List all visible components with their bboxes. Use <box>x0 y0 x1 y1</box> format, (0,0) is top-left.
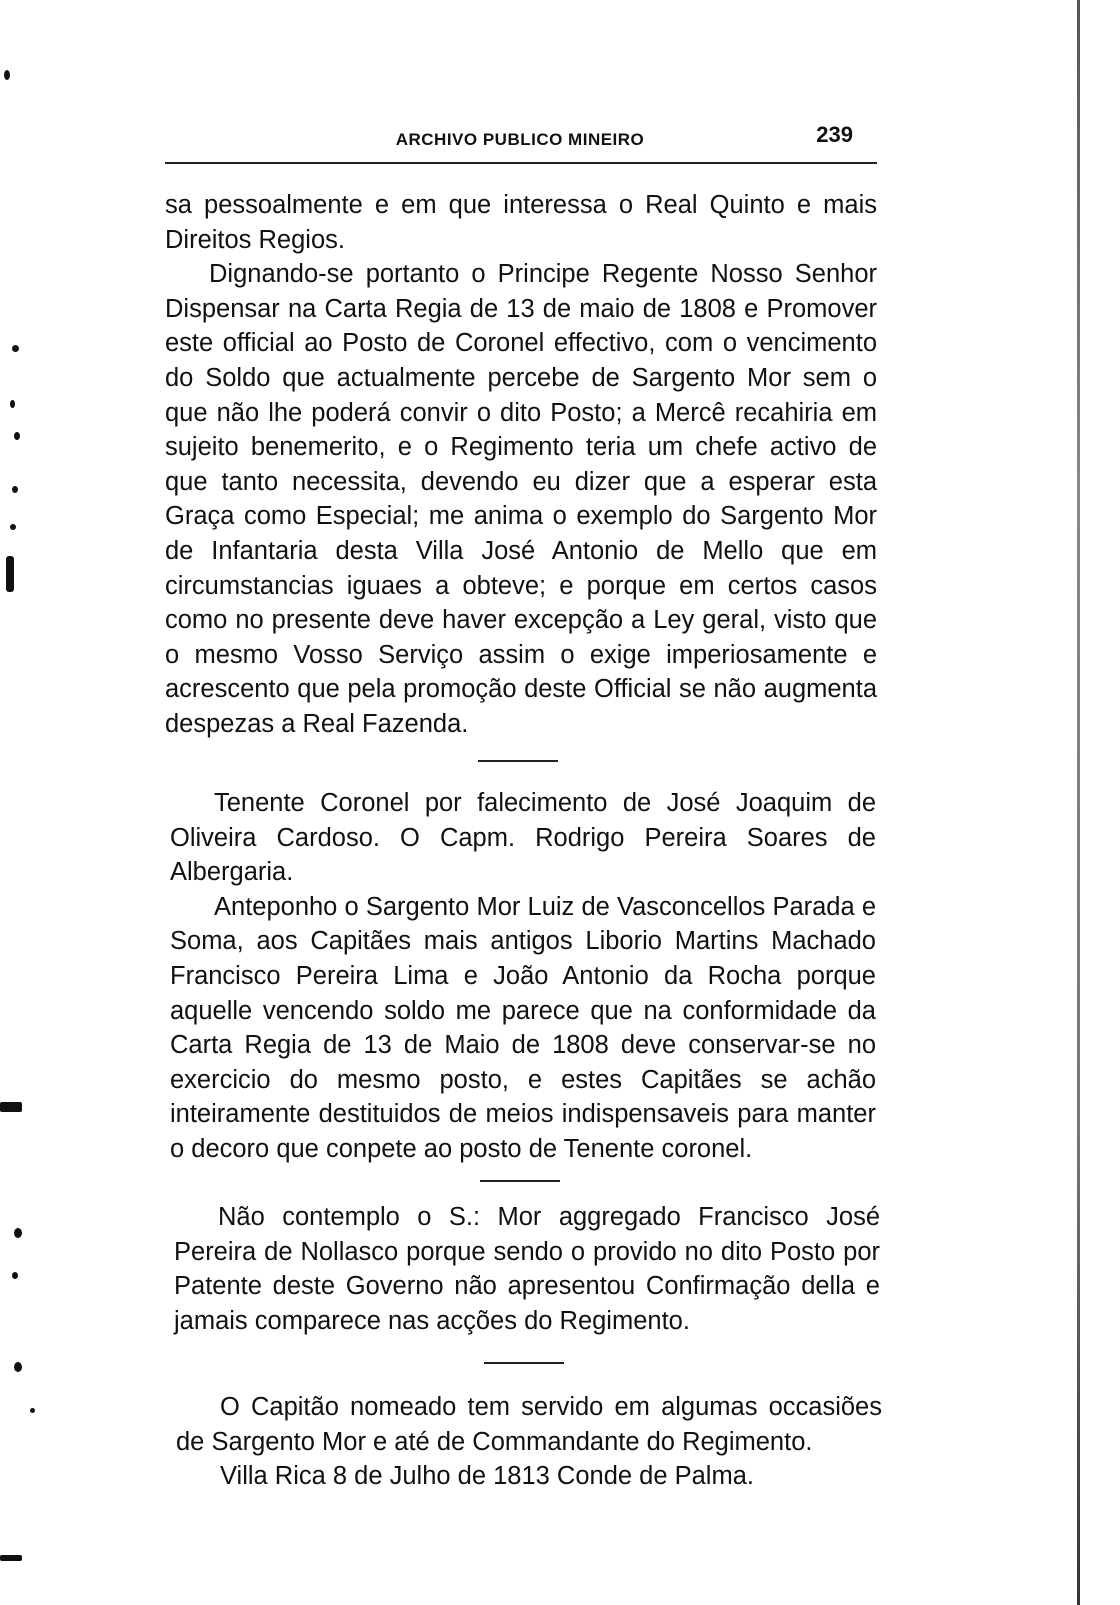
paragraph: Tenente Coronel por falecimento de José Joaquim de Oliveira Cardoso. O Capm. Rodrigo Pereira Soares de Albergaria. <box>170 789 876 887</box>
scan-speck <box>14 1362 22 1372</box>
scan-speck <box>0 1555 22 1561</box>
scan-speck <box>14 1228 22 1238</box>
scan-speck <box>10 524 16 530</box>
text-block-3 <box>174 1200 880 1338</box>
paragraph: Não contemplo o S.: Mor aggregado Francisco José Pereira de Nollasco porque sendo o provido no dito Posto por Patente deste Governo não apresentou Confirmação della e jamais comparece nas acções do Regimento. <box>174 1203 880 1335</box>
section-divider <box>480 1180 560 1182</box>
paragraph: sa pessoalmente e em que interessa o Real Quinto e mais Direitos Regios. <box>165 191 877 254</box>
scan-edge-line <box>1077 0 1080 1605</box>
page-header <box>165 122 875 162</box>
text-block-2 <box>170 786 876 1167</box>
paragraph: O Capitão nomeado tem servido em algumas occasiões de Sargento Mor e até de Commandante do Regimento. <box>176 1393 882 1456</box>
scan-speck <box>4 70 10 80</box>
paragraph: Dignando-se portanto o Principe Regente Nosso Senhor Dispensar na Carta Regia de 13 de maio de 1808 e Promover este official ao Posto de Coronel effectivo, com o vencimento do Soldo que actualmente percebe de Sargento Mor sem o que não lhe poderá convir o dito Posto; a Mercê recahiria em sujeito benemerito, e o Regimento teria um chefe activo de que tanto necessita, devendo eu dizer que a esperar esta Graça como Especial; me anima o exemplo do Sargento Mor de Infantaria desta Villa José Antonio de Mello que em circumstancias iguaes a obteve; e porque em certos casos como no presente deve haver excepção a Ley geral, visto que o mesmo Vosso Serviço assim o exige imperiosamente e acrescento que pela promoção deste Official se não augmenta despezas a Real Fazenda. <box>165 260 877 738</box>
section-divider <box>478 760 558 762</box>
scan-speck <box>12 345 19 352</box>
scan-speck <box>12 486 18 493</box>
page-number: 239 <box>816 122 853 147</box>
paragraph: Villa Rica 8 de Julho de 1813 Conde de Palma. <box>220 1462 754 1491</box>
paragraph: Anteponho o Sargento Mor Luiz de Vasconcellos Parada e Soma, aos Capitães mais antigos Liborio Martins Machado Francisco Pereira Lima e João Antonio da Rocha porque aquelle vencendo soldo me parece que na conformidade da Carta Regia de 13 de Maio de 1808 deve conservar-se no exercicio do mesmo posto, e estes Capitães se achão inteiramente destituidos de meios indispensaveis para manter o decoro que conpete ao posto de Tenente coronel. <box>170 892 876 1163</box>
section-divider <box>484 1362 564 1364</box>
text-block-4 <box>176 1390 882 1494</box>
running-head: ARCHIVO PUBLICO MINEIRO <box>395 130 645 149</box>
scan-speck <box>10 400 15 408</box>
scan-speck <box>6 556 14 592</box>
scan-speck <box>0 1102 22 1112</box>
text-block-1 <box>165 188 877 742</box>
header-rule <box>165 162 877 164</box>
scan-speck <box>12 1272 18 1279</box>
scan-speck <box>30 1408 35 1413</box>
scan-speck <box>14 432 20 440</box>
